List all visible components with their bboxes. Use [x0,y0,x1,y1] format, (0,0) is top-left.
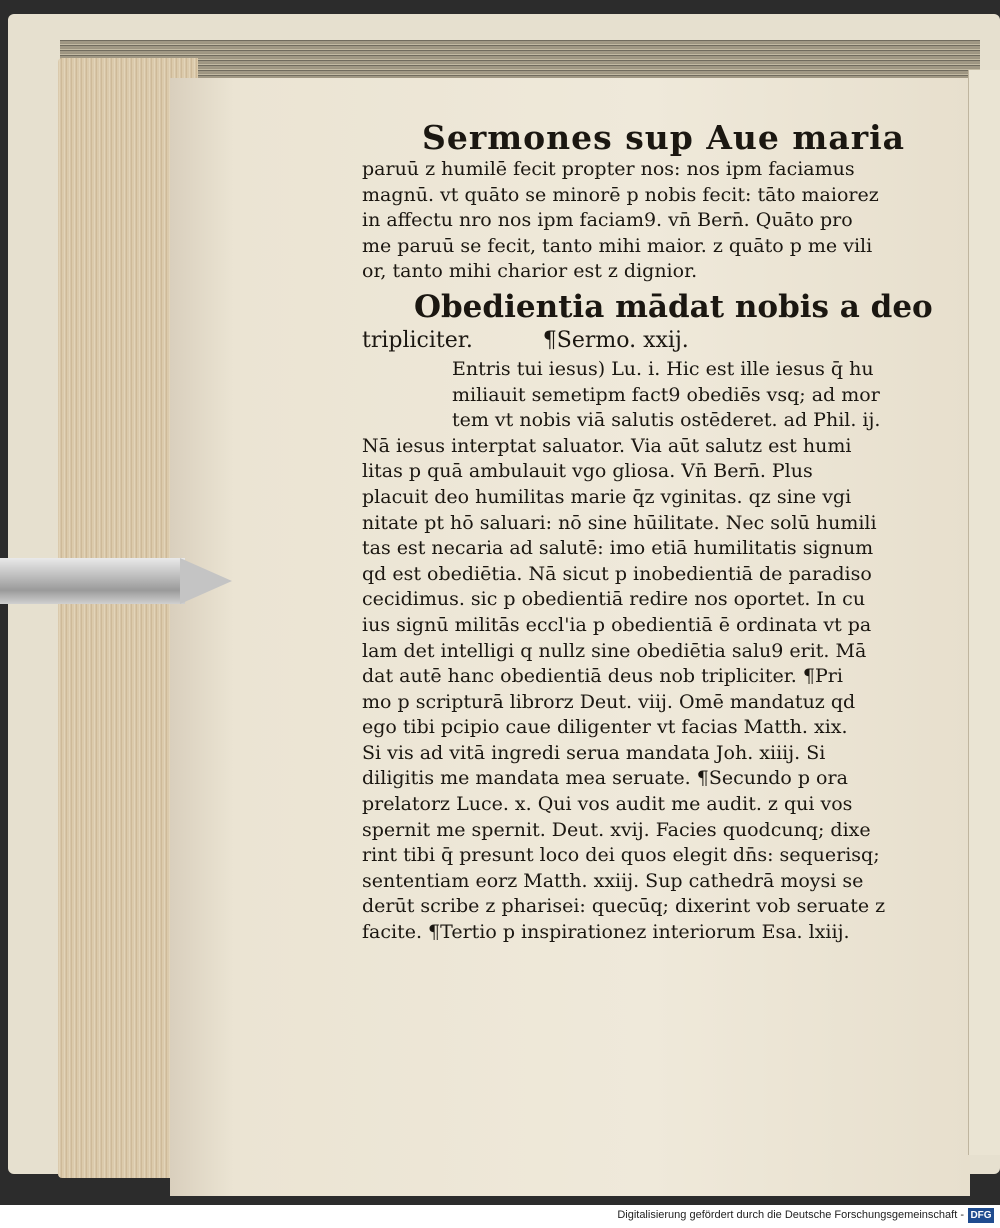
text-line: prelatorz Luce. x. Qui vos audit me audit. z qui vos [362,793,853,816]
marker-body [0,558,185,604]
text-line: paruū z humilē fecit propter nos: nos ipm faciamus [362,158,855,180]
text-line: ego tibi pcipio caue diligenter vt facias Matth. xix. [362,716,848,739]
text-line: litas p quā ambulauit vgo gliosa. Vn̄ Bern̄. Plus [362,460,813,483]
text-line: in affectu nro nos ipm faciam9. vn̄ Bern̄. Quāto pro [362,209,853,232]
right-page-flap [968,70,1000,1155]
text-line: derūt scribe z pharisei: quecūq; dixerint vob seruate z [362,895,886,918]
text-line: facite. ¶Tertio p inspirationez interiorum Esa. lxiij. [362,921,850,944]
text-line: Nā iesus interptat saluator. Via aūt salutz est humi [362,434,852,457]
dfg-logo-icon: DFG [968,1208,994,1223]
text-line: Entris tui iesus) Lu. i. Hic est ille iesus q̄ hu [452,357,874,380]
text-line: miliauit semetipm fact9 obediēs vsq; ad mor [452,383,880,406]
text-line: nitate pt hō saluari: nō sine hūilitate. Nec solū humili [362,511,877,534]
text-line: diligitis me mandata mea seruate. ¶Secundo p ora [362,767,848,790]
text-line: dat autē hanc obedientiā deus nob tripliciter. ¶Pri [362,665,843,688]
funding-credit: Digitalisierung gefördert durch die Deutsche Forschungsgemeinschaft - [617,1209,964,1221]
page-text [362,118,942,946]
page-weight-marker [0,552,232,610]
sermon-number: tripliciter. ¶Sermo. xxij. [362,327,689,353]
text-line: me paruū se fecit, tanto mihi maior. z quāto p me vili [362,234,873,257]
marker-tip [180,558,232,604]
sermon-title: Obedientia mādat nobis a deo [414,288,933,325]
text-line: cecidimus. sic p obedientiā redire nos oportet. In cu [362,588,866,611]
text-line: tas est necaria ad salutē: imo etiā humilitatis signum [362,537,874,560]
text-line: rint tibi q̄ presunt loco dei quos elegit dn̄s: sequerisq; [362,844,880,867]
running-heading: Sermones sup Aue maria [422,118,906,157]
text-line: sententiam eorz Matth. xxiij. Sup cathedrā moysi se [362,869,864,892]
text-line: qd est obediētia. Nā sicut p inobedientiā de paradiso [362,562,872,585]
text-line: or, tanto mihi charior est z dignior. [362,260,698,283]
sermon-body [362,357,942,946]
text-line: Si vis ad vitā ingredi serua mandata Joh. xiiij. Si [362,741,826,764]
text-line: ius signū militās eccl'ia p obedientiā ē ordinata vt pa [362,613,872,636]
text-line: tem vt nobis viā salutis ostēderet. ad Phil. ij. [452,409,881,432]
text-line: lam det intelligi q nullz sine obediētia salu9 erit. Mā [362,639,867,662]
footer-bar [0,1205,1000,1228]
text-line: placuit deo humilitas marie q̄z vginitas. qz sine vgi [362,485,852,508]
text-line: spernit me spernit. Deut. xvij. Facies quodcunq; dixe [362,818,871,841]
intro-paragraph [362,157,942,285]
text-line: mo p scripturā librorz Deut. viij. Omē mandatuz qd [362,690,856,713]
text-line: magnū. vt quāto se minorē p nobis fecit: tāto maiorez [362,183,879,206]
